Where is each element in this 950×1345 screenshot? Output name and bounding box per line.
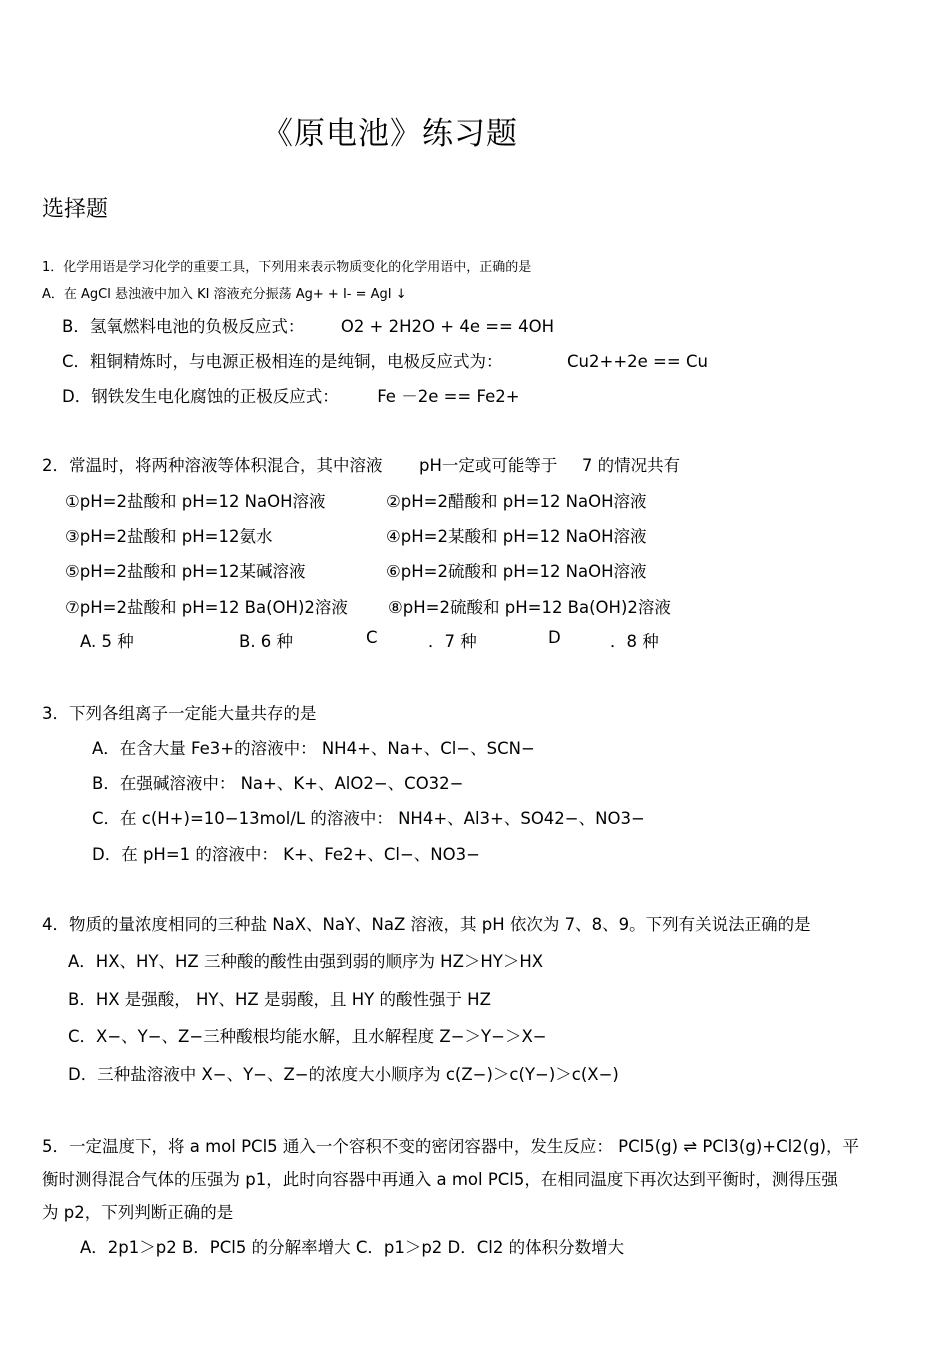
q2-item-6: ⑥pH=2硫酸和 pH=12 NaOH溶液 [386,562,647,581]
q2-item-8: ⑧pH=2硫酸和 pH=12 Ba(OH)2溶液 [388,598,671,617]
q2-stem-part-b: pH一定或可能等于 [419,456,558,475]
page-title: 《原电池》练习题 [262,116,518,152]
q1-option-b-text: B．氢氧燃料电池的负极反应式： [62,317,305,336]
q2-item-4: ④pH=2某酸和 pH=12 NaOH溶液 [386,527,647,546]
q1-option-a: A．在 AgCl 悬浊液中加入 KI 溶液充分振荡 Ag+ + I- = AgI ↓ [42,287,407,302]
q2-option-d-text: ．8 种 [610,632,659,651]
q1-option-c-equation: Cu2++2e == Cu [567,352,708,371]
q2-item-1: ①pH=2盐酸和 pH=12 NaOH溶液 [65,492,326,511]
q2-stem [42,452,680,476]
q5-options: A．2p1＞p2 B．PCl5 的分解率增大 C．p1＞p2 D．Cl2 的体积分数增大 [80,1238,625,1257]
q1-option-b-equation: O2 + 2H2O + 4e == 4OH [340,317,555,336]
q1-option-c-text: C．粗铜精炼时，与电源正极相连的是纯铜，电极反应式为： [62,352,503,371]
q3-option-c: C．在 c(H+)=10−13mol/L 的溶液中： NH4+、Al3+、SO42−、NO3− [92,809,645,828]
q1-option-d-equation: Fe －2e == Fe2+ [377,387,520,406]
q5-stem-line-1: 5．一定温度下，将 a mol PCl5 通入一个容积不变的密闭容器中，发生反应： PCl5(g) ⇌ PCl3(g)+Cl2(g)，平 [42,1137,860,1156]
q2-item-2: ②pH=2醋酸和 pH=12 NaOH溶液 [386,492,647,511]
q3-stem: 3．下列各组离子一定能大量共存的是 [42,704,317,723]
q1-option-b [62,313,554,337]
q2-item-3: ③pH=2盐酸和 pH=12氨水 [65,527,273,546]
q4-option-b: B．HX 是强酸， HY、HZ 是弱酸，且 HY 的酸性强于 HZ [68,990,491,1009]
q3-option-a: A．在含大量 Fe3+的溶液中： NH4+、Na+、Cl−、SCN− [92,739,535,758]
q1-stem: 1．化学用语是学习化学的重要工具，下列用来表示物质变化的化学用语中，正确的是 [42,260,532,275]
q2-item-5: ⑤pH=2盐酸和 pH=12某碱溶液 [65,562,306,581]
q5-stem-line-2: 衡时测得混合气体的压强为 p1，此时向容器中再通入 a mol PCl5，在相同温度下再次达到平衡时，测得压强 [42,1170,838,1189]
q4-stem: 4．物质的量浓度相同的三种盐 NaX、NaY、NaZ 溶液，其 pH 依次为 7、8、9。下列有关说法正确的是 [42,915,811,934]
q2-option-b: B. 6 种 [239,632,294,651]
q2-item-7: ⑦pH=2盐酸和 pH=12 Ba(OH)2溶液 [65,598,348,617]
q4-option-a: A．HX、HY、HZ 三种酸的酸性由强到弱的顺序为 HZ＞HY＞HX [68,952,544,971]
q2-option-a: A. 5 种 [80,632,134,651]
q3-option-b: B．在强碱溶液中： Na+、K+、AlO2−、CO32− [92,774,464,793]
q4-option-c: C．X−、Y−、Z−三种酸根均能水解，且水解程度 Z−＞Y−＞X− [68,1027,547,1046]
q1-option-d [62,383,520,407]
q3-option-d: D．在 pH=1 的溶液中： K+、Fe2+、Cl−、NO3− [92,845,480,864]
q2-option-c-text: ．7 种 [428,632,477,651]
q1-option-c [62,348,708,372]
q5-stem-line-3: 为 p2，下列判断正确的是 [42,1203,234,1222]
section-heading: 选择题 [42,197,109,222]
q4-option-d: D．三种盐溶液中 X−、Y−、Z−的浓度大小顺序为 c(Z−)＞c(Y−)＞c(X−) [68,1065,619,1084]
q2-option-c-letter: C [366,628,378,647]
q2-stem-part-c: 7 的情况共有 [581,456,681,475]
q2-stem-part-a: 2．常温时，将两种溶液等体积混合，其中溶液 [42,456,383,475]
q1-option-d-text: D．钢铁发生电化腐蚀的正极反应式： [62,387,339,406]
q2-option-d-letter: D [548,628,561,647]
